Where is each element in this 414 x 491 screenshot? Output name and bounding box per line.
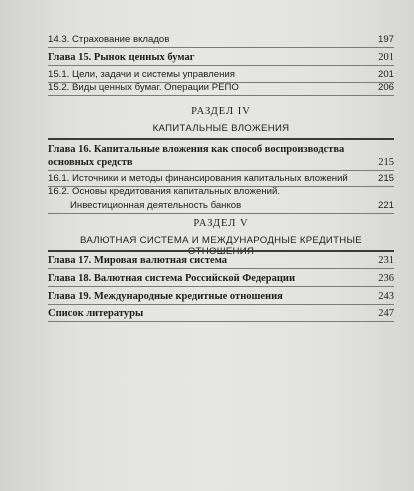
entry-page: 247	[378, 308, 394, 319]
entry-title: Глава 16. Капитальные вложения как способ воспроизводства основных средств	[48, 144, 345, 168]
section-rule	[48, 250, 394, 252]
entry-title: 15.2. Виды ценных бумаг. Операции РЕПО	[48, 82, 239, 93]
entry-page: 215	[378, 157, 394, 168]
section-rule	[48, 138, 394, 140]
entry-title: 14.3. Страхование вкладов	[48, 34, 170, 45]
section-title: КАПИТАЛЬНЫЕ ВЛОЖЕНИЯ	[152, 123, 290, 134]
entry-title: Глава 17. Мировая валютная система	[48, 255, 228, 266]
entry-page: 215	[377, 173, 394, 184]
toc-entry	[48, 254, 394, 269]
toc-entry	[48, 51, 394, 66]
entry-title: Список литературы	[48, 308, 144, 319]
toc-entry	[48, 272, 394, 287]
toc-entry	[48, 185, 394, 214]
toc-entry	[48, 33, 394, 48]
entry-page: 231	[378, 255, 394, 266]
entry-page: 197	[377, 34, 394, 45]
toc-entry	[48, 307, 394, 322]
entry-page: 243	[378, 291, 394, 302]
entry-page: 206	[377, 82, 394, 93]
entry-title: 16.2. Основы кредитования капитальных вложений.	[48, 186, 281, 197]
entry-title: Глава 19. Международные кредитные отношения	[48, 291, 283, 302]
entry-page: 236	[378, 273, 394, 284]
toc-entry	[48, 143, 394, 171]
entry-title: 16.1. Источники и методы финансирования капитальных вложений	[48, 173, 348, 184]
toc-entry	[48, 290, 394, 305]
entry-title: 15.1. Цели, задачи и системы управления	[48, 69, 235, 80]
section-label: РАЗДЕЛ IV	[191, 106, 251, 117]
section-label: РАЗДЕЛ V	[193, 218, 249, 229]
entry-page: 201	[377, 69, 394, 80]
toc-entry	[48, 81, 394, 96]
entry-title: Глава 18. Валютная система Российской Федерации	[48, 273, 296, 284]
entry-page: 201	[378, 52, 394, 63]
entry-title-continued: Инвестиционная деятельность банков	[70, 200, 242, 211]
section-title: ВАЛЮТНАЯ СИСТЕМА И МЕЖДУНАРОДНЫЕ КРЕДИТНЫЕ	[80, 235, 362, 246]
entry-page: 221	[377, 200, 394, 211]
entry-title: Глава 15. Рынок ценных бумаг	[48, 52, 195, 63]
